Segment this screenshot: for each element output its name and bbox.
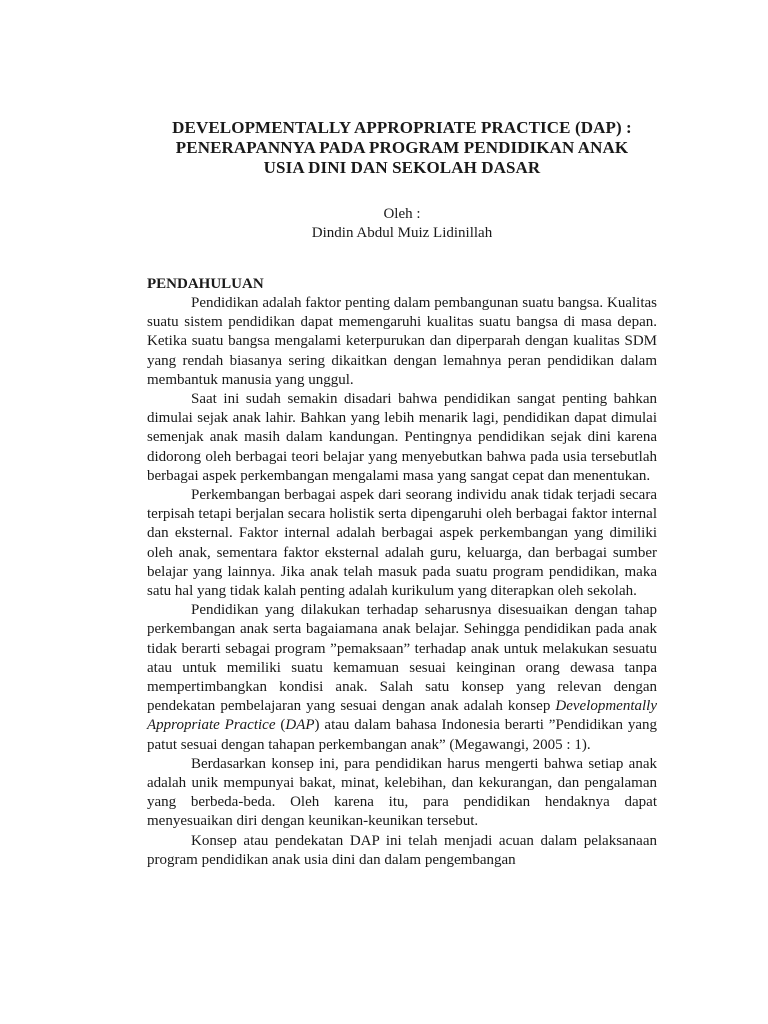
paragraph-4-italic-term: Developmentally Appropriate Practice <box>147 698 657 734</box>
paragraph-4-italic-abbr: DAP <box>285 717 315 734</box>
paragraph-4-text-2: ( <box>275 717 286 734</box>
paragraph-4 <box>147 601 657 755</box>
byline <box>147 205 657 243</box>
paragraph-6: Konsep atau pendekatan DAP ini telah menjadi acuan dalam pelaksanaan program pendidikan anak usia dini dan dalam pengembangan <box>147 832 657 868</box>
document-page <box>147 118 657 870</box>
section-heading: PENDAHULUAN <box>147 276 264 292</box>
title-line-1: DEVELOPMENTALLY APPROPRIATE PRACTICE (DAP) : <box>172 118 632 137</box>
document-title <box>147 118 657 178</box>
paragraph-2: Saat ini sudah semakin disadari bahwa pendidikan sangat penting bahkan dimulai sejak anak lahir. Bahkan yang lebih menarik lagi, pendidikan dapat dimulai semenjak anak masih dalam kandungan. Pentingnya pendidikan sejak dini karena didorong oleh berbagai teori belajar yang menyebutkan bahwa pada usia tersebutlah berbagai aspek perkembangan mengalami masa yang sangat cepat dan menentukan. <box>147 391 657 484</box>
byline-label: Oleh : <box>383 206 421 222</box>
title-line-2: PENERAPANNYA PADA PROGRAM PENDIDIKAN ANAK <box>175 138 629 157</box>
paragraph-4-text-3: ) atau dalam bahasa Indonesia berarti ”Pendidikan yang patut sesuai dengan tahapan perkembangan anak” (Megawangi, 2005 : 1). <box>147 717 657 753</box>
paragraph-5: Berdasarkan konsep ini, para pendidikan harus mengerti bahwa setiap anak adalah unik mempunyai bakat, minat, kelebihan, dan kekurangan, dan pengalaman yang berbeda-beda. Oleh karena itu, para pendidikan hendaknya dapat menyesuaikan diri dengan keunikan-keunikan tersebut. <box>147 755 657 830</box>
paragraph-3: Perkembangan berbagai aspek dari seorang individu anak tidak terjadi secara terpisah tetapi berjalan secara holistik serta dipengaruhi oleh berbagai faktor internal dan eksternal. Faktor internal adalah berbagai aspek perkembangan yang dimiliki oleh anak, sementara faktor eksternal adalah guru, keluarga, dan berbagai sumber belajar yang lainnya. Jika anak telah masuk pada suatu program pendidikan, maka satu hal yang tidak kalah penting adalah kurikulum yang diterapkan oleh sekolah. <box>147 487 657 600</box>
paragraph-4-text-1: Pendidikan yang dilakukan terhadap seharusnya disesuaikan dengan tahap perkembangan anak serta bagaiamana anak belajar. Sehingga pendidikan pada anak tidak berarti sebagai program ”pemaksaan” terhadap anak untuk melakukan sesuatu atau untuk memiliki suatu kemamuan sesuai keinginan orang dewasa tanpa mempertimbangkan kondisi anak. Salah satu konsep yang relevan dengan pendekatan pembelajaran yang sesuai dengan anak adalah konsep <box>147 602 657 715</box>
author-name: Dindin Abdul Muiz Lidinillah <box>311 225 493 241</box>
paragraph-1: Pendidikan adalah faktor penting dalam pembangunan suatu bangsa. Kualitas suatu sistem pendidikan dapat memengaruhi kualitas suatu bangsa di masa depan. Ketika suatu bangsa mengalami keterpurukan dan diperparah dengan kualitas SDM yang rendah biasanya sering dikaitkan dengan lemahnya peran pendidikan dalam membantuk manusia yang unggul. <box>147 295 657 388</box>
title-line-3: USIA DINI DAN SEKOLAH DASAR <box>263 158 541 177</box>
